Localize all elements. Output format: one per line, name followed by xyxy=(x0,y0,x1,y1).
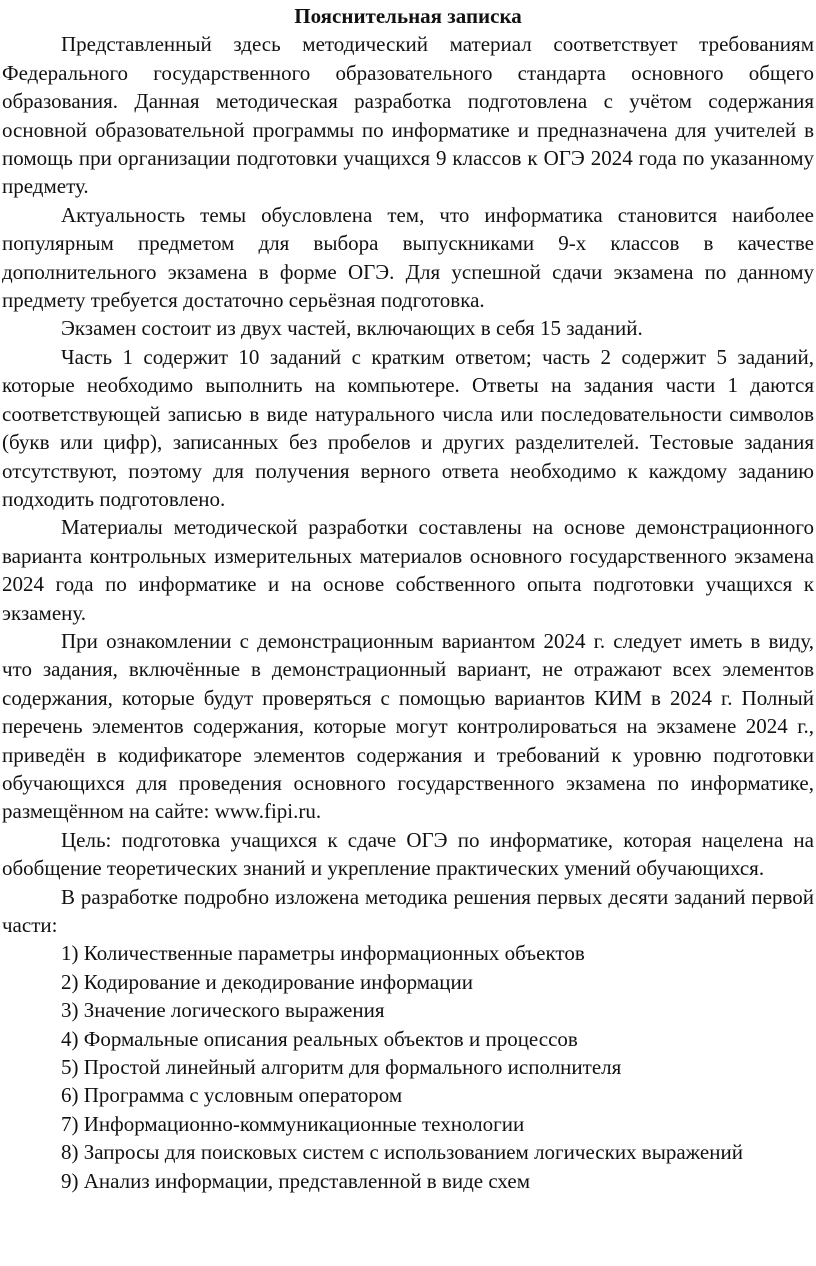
list-item: 9) Анализ информации, представленной в виде схем xyxy=(61,1168,531,1193)
paragraph-relevance: Актуальность темы обусловлена тем, что информатика становится наиболее популярным предметом для выбора выпускниками 9-х классов в качестве дополнительного экзамена в форме ОГЭ. Для успешной сдачи экзамена по данному предмету требуется достаточно серьёзная подготовка. xyxy=(2,202,814,313)
list-item: 6) Программа с условным оператором xyxy=(61,1083,403,1108)
paragraph-exam-parts: Часть 1 содержит 10 заданий с кратким ответом; часть 2 содержит 5 заданий, которые необходимо выполнить на компьютере. Ответы на задания части 1 даются соответствующей записью в виде натурального числа или последовательности символов (букв или цифр), записанных без пробелов и других разделителей. Тестовые задания отсутствуют, поэтому для получения верного ответа необходимо к каждому заданию подходить подготовлено. xyxy=(2,344,814,511)
paragraph-exam-structure: Экзамен состоит из двух частей, включающих в себя 15 заданий. xyxy=(61,316,643,341)
paragraph-demo-variant: При ознакомлении с демонстрационным вариантом 2024 г. следует иметь в виду, что задания, включённые в демонстрационный вариант, не отражают всех элементов содержания, которые будут проверяться с помощью вариантов КИМ в 2024 г. Полный перечень элементов содержания, которые могут контролироваться на экзамене 2024 г., приведён в кодификаторе элементов содержания и требований к уровню подготовки обучающихся для проведения основного государственного экзамена по информатике, размещённом на сайте: www.fipi.ru. xyxy=(2,628,814,824)
list-item: 8) Запросы для поисковых систем с использованием логических выражений xyxy=(61,1140,743,1165)
document-title: Пояснительная записка xyxy=(294,4,522,28)
list-item: 4) Формальные описания реальных объектов и процессов xyxy=(61,1026,578,1051)
paragraph-method: В разработке подробно изложена методика решения первых десяти заданий первой части: xyxy=(2,884,814,937)
list-item: 5) Простой линейный алгоритм для формального исполнителя xyxy=(61,1055,622,1080)
list-item: 7) Информационно-коммуникационные технологии xyxy=(61,1111,525,1136)
paragraph-materials: Материалы методической разработки составлены на основе демонстрационного варианта контрольных измерительных материалов основного государственного экзамена 2024 года по информатике и на основе собственного опыта подготовки учащихся к экзамену. xyxy=(2,515,814,625)
paragraph-goal: Цель: подготовка учащихся к сдаче ОГЭ по информатике, которая нацелена на обобщение теоретических знаний и укрепление практических умений обучающихся. xyxy=(2,827,814,881)
task-list xyxy=(2,939,814,1195)
list-item: 3) Значение логического выражения xyxy=(61,998,385,1023)
list-item: 1) Количественные параметры информационных объектов xyxy=(61,941,585,966)
paragraph-intro: Представленный здесь методический материал соответствует требованиям Федерального государственного образовательного стандарта основного общего образования. Данная методическая разработка подготовлена с учётом содержания основной образовательной программы по информатике и предназначена для учителей в помощь при организации подготовки учащихся 9 классов к ОГЭ 2024 года по указанному предмету. xyxy=(2,32,814,199)
list-item: 2) Кодирование и декодирование информации xyxy=(61,969,473,994)
